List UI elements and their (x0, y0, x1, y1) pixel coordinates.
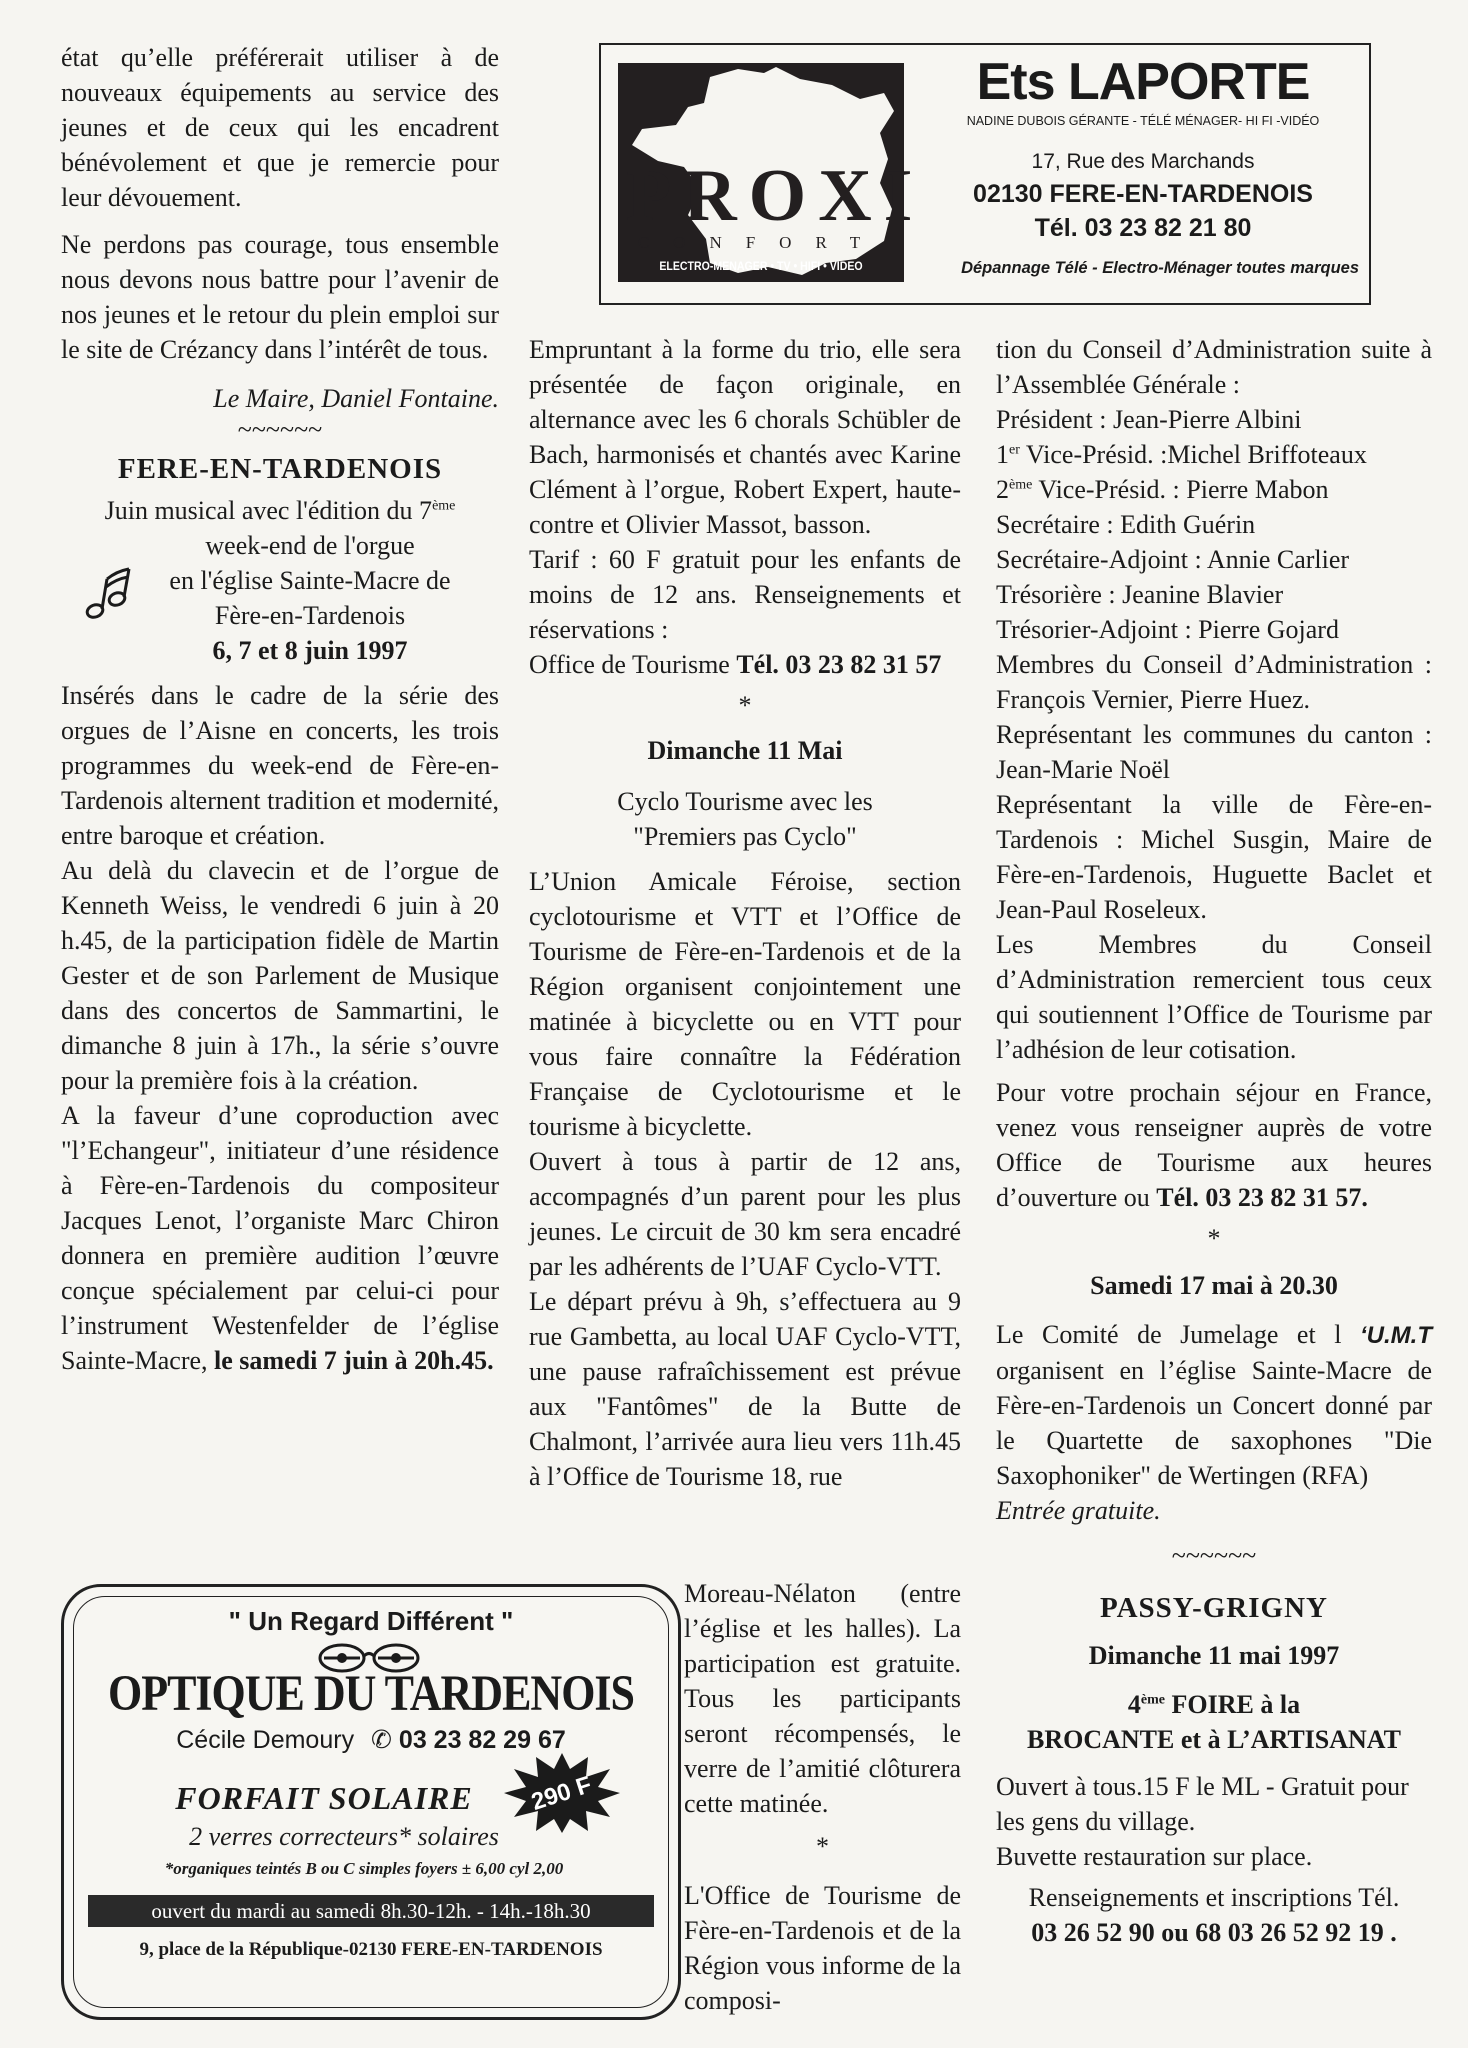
body-paragraph: Ouvert à tous.15 F le ML - Gratuit pour les gens du village. (996, 1772, 1409, 1836)
body-text: Pour votre prochain séjour en France, venez vous renseigner auprès de votre Office de Tourisme aux heures d’ouverture ou (996, 1078, 1432, 1212)
member-text: Vice-Présid. : Pierre Mabon (1032, 475, 1329, 504)
intro-paragraph: Ne perdons pas courage, tous ensemble nous devons nous battre pour l’avenir de nos jeunes et le retour du plein emploi sur le site de Crézancy dans l’intérêt de tous. (61, 230, 499, 364)
body-paragraph: Le départ prévu à 9h, s’effectuera au 9 rue Gambetta, au local UAF Cyclo-VTT, une pause rafraîchissement est prévue aux "Fantômes" de la Butte de Chalmont, l’arrivée aura lieu vers 11h.45 à l’Office de Tourisme 18, rue (529, 1287, 961, 1491)
superscript: ème (432, 498, 456, 514)
offer-footnote (84, 1857, 644, 1881)
fair-title (996, 1687, 1432, 1722)
event-heading: Dimanche 11 Mai (647, 736, 843, 765)
shop-phone: ✆ 03 23 82 29 67 (371, 1726, 566, 1754)
separator: ~~~~~~ (237, 415, 323, 444)
event-line: en l'église Sainte-Macre de (169, 566, 451, 595)
company-city: 02130 FERE-EN-TARDENOIS (973, 180, 1313, 208)
body-paragraph (996, 1317, 1432, 1493)
mayor-signature: Le Maire, Daniel Fontaine. (213, 384, 499, 413)
ad-slogan: " Un Regard Différent " (228, 1606, 514, 1636)
superscript: er (1009, 442, 1020, 458)
highlighted-date: le samedi 7 juin à 20h.45. (214, 1346, 494, 1375)
body-paragraph: Moreau-Nélaton (entre l’église et les halles). La participation est gratuite. Tous les participants seront récompensés, le verre de l’amitié clôturera cette matinée. (684, 1579, 961, 1818)
contact-label: Renseignements et inscriptions Tél. (1028, 1883, 1400, 1912)
section-heading: PASSY-GRIGNY (1100, 1592, 1328, 1624)
board-member (996, 437, 1432, 472)
shop-name: OPTIQUE DU TARDENOIS (107, 1665, 635, 1722)
contact-phone: Tél. 03 23 82 31 57. (1156, 1183, 1368, 1212)
body-paragraph: Tarif : 60 F gratuit pour les enfants de moins de 12 ans. Renseignements et réservations : (529, 545, 961, 644)
glasses-offer: 2 verres correcteurs* solaires (189, 1822, 499, 1851)
event-announcement (61, 493, 499, 668)
section-heading: FERE-EN-TARDENOIS (117, 453, 443, 485)
body-paragraph: Insérés dans le cadre de la série des orgues de l’Aisne en concerts, les trois programmes du week-end de Fère-en-Tardenois alternent tradition et modernité, entre baroque et création. (61, 681, 499, 850)
event-heading: Samedi 17 mai à 20.30 (1090, 1271, 1338, 1300)
middle-column-narrow (684, 1576, 961, 2018)
company-manager: NADINE DUBOIS GÉRANTE - TÉLÉ MÉNAGER- HI FI -VIDÉO (966, 114, 1320, 128)
fair-title-text: FOIRE à la (1165, 1690, 1301, 1719)
body-paragraph: L'Office de Tourisme de Fère-en-Tardenois et de la Région vous informe de la composi- (684, 1881, 961, 2015)
body-text: A la faveur d’une coproduction avec "l’Echangeur", initiateur d’une résidence à Fère-en-Tardenois du compositeur Jacques Lenot, l’organiste Marc Chiron donnera en première audition l’œuvre conçue spécialement par celui-ci pour l’instrument Westenfelder de l’église Sainte-Macre, (61, 1101, 499, 1375)
body-paragraph: Ouvert à tous à partir de 12 ans, accompagnés d’un parent pour les plus jeunes. Le circuit de 30 km sera encadré par les adhérents de l’UAF Cyclo-VTT. (529, 1147, 961, 1281)
footnote-text: *organiques teintés B ou C simples foyers (164, 1859, 462, 1878)
shop-owner: Cécile Demoury (176, 1726, 355, 1754)
handwritten-text: ‘U.M.T (1360, 1322, 1432, 1349)
board-member: Président : Jean-Pierre Albini (996, 405, 1302, 434)
footnote-values: ± 6,00 cyl 2,00 (461, 1859, 564, 1878)
middle-column (529, 332, 961, 1494)
body-paragraph: Buvette restauration sur place. (996, 1842, 1313, 1871)
proxi-subtitle: CONFORT (637, 233, 885, 252)
body-paragraph: Empruntant à la forme du trio, elle sera présentée de façon originale, en alternance avec les 6 chorals Schübler de Bach, harmonisés et chantés avec Karine Clément à l’orgue, Robert Expert, haute-contre et Olivier Massot, basson. (529, 335, 961, 539)
body-paragraph: L’Union Amicale Féroise, section cyclotourisme et VTT et l’Office de Tourisme de Fère-en-Tardenois et de la Région organisent conjointement une matinée à bicyclette ou en VTT pour vous faire connaître la Fédération Française de Cyclotourisme et le tourisme à bicyclette. (529, 867, 961, 1141)
ordinal: 2 (996, 475, 1009, 504)
body-paragraph: tion du Conseil d’Administration suite à l’Assemblée Générale : (996, 335, 1432, 399)
board-member: Représentant la ville de Fère-en-Tardenois : Michel Susgin, Maire de Fère-en-Tardenois, Huguette Baclet et Jean-Paul Roseleux. (996, 790, 1432, 924)
body-paragraph (996, 1075, 1432, 1215)
board-member: Trésorier-Adjoint : Pierre Gojard (996, 615, 1339, 644)
separator-star: * (738, 691, 752, 720)
separator-star: * (816, 1832, 829, 1861)
company-name: Ets LAPORTE (976, 53, 1310, 111)
contact-phone: 03 26 52 90 ou 68 03 26 52 92 19 . (1031, 1918, 1397, 1947)
entry-note: Entrée gratuite. (996, 1496, 1161, 1525)
ordinal: 1 (996, 440, 1009, 469)
company-tagline: Dépannage Télé - Electro-Ménager toutes marques (961, 259, 1359, 277)
left-column (61, 40, 499, 1378)
event-dates: 6, 7 et 8 juin 1997 (212, 636, 408, 665)
board-member: Membres du Conseil d’Administration : François Vernier, Pierre Huez. (996, 650, 1432, 714)
event-line: Fère-en-Tardenois (214, 601, 406, 630)
fair-title: BROCANTE et à L’ARTISANAT (1027, 1725, 1401, 1754)
superscript: ème (1140, 1692, 1165, 1708)
contact-label: Office de Tourisme (529, 650, 737, 679)
proxi-products: ELECTRO-MENAGER • TV • HIFI • VIDEO (659, 261, 863, 273)
price-label: 290 F (528, 1771, 595, 1816)
body-text: organisent en l’église Sainte-Macre de Fère-en-Tardenois un Concert donné par le Quartette de saxophones "Die Saxophoniker" de Wertingen (RFA) (996, 1356, 1432, 1490)
board-member: Secrétaire-Adjoint : Annie Carlier (996, 545, 1350, 574)
separator-star: * (1207, 1224, 1221, 1253)
proxi-wordmark: PROXI (626, 155, 925, 237)
contact-phone: Tél. 03 23 82 31 57 (736, 650, 942, 679)
superscript: ème (1009, 477, 1033, 493)
board-member: Secrétaire : Edith Guérin (996, 510, 1256, 539)
proxi-advertisement (599, 43, 1371, 305)
event-subtitle: "Premiers pas Cyclo" (633, 822, 857, 851)
intro-paragraph: état qu’elle préférerait utiliser à de nouveaux équipements au service des jeunes et de ceux qui les encadrent bénévolement et que je remercie pour leur dévouement. (61, 43, 499, 212)
event-date: Dimanche 11 mai 1997 (1088, 1641, 1340, 1670)
body-text: Le Comité de Jumelage et l (996, 1320, 1360, 1349)
company-street: 17, Rue des Marchands (1031, 150, 1255, 173)
body-paragraph (61, 1098, 499, 1378)
event-line: week-end de l'orgue (205, 531, 415, 560)
opening-hours-bar: ouvert du mardi au samedi 8h.30-12h. - 14h.-18h.30 (88, 1895, 654, 1927)
member-text: Vice-Présid. :Michel Briffoteaux (1019, 440, 1367, 469)
optique-advertisement (61, 1584, 681, 2020)
music-notes-icon (83, 565, 137, 623)
proxi-logo (618, 63, 925, 282)
ordinal: 4 (1127, 1690, 1141, 1719)
board-member: Représentant les communes du canton : Jean-Marie Noël (996, 720, 1432, 784)
offer-title: FORFAIT SOLAIRE (175, 1780, 473, 1816)
company-phone: Tél. 03 23 82 21 80 (1034, 214, 1252, 242)
separator: ~~~~~~ (1171, 1541, 1257, 1570)
event-line: Juin musical avec l'édition du 7 (104, 496, 433, 525)
body-paragraph: Les Membres du Conseil d’Administration remercient tous ceux qui soutiennent l’Office de Tourisme par l’adhésion de leur cotisation. (996, 930, 1432, 1064)
contact-line (529, 647, 961, 682)
body-paragraph: Au delà du clavecin et de l’orgue de Kenneth Weiss, le vendredi 6 juin à 20 h.45, de la participation fidèle de Martin Gester et de son Parlement de Musique dans des concertos de Sammartini, le dimanche 8 juin à 17h., la série s’ouvre pour la première fois à la création. (61, 856, 499, 1095)
board-member: Trésorière : Jeanine Blavier (996, 580, 1284, 609)
shop-address: 9, place de la République-02130 FERE-EN-TARDENOIS (139, 1939, 603, 1960)
event-subtitle: Cyclo Tourisme avec les (617, 787, 873, 816)
board-member (996, 472, 1432, 507)
right-column (996, 332, 1432, 1950)
